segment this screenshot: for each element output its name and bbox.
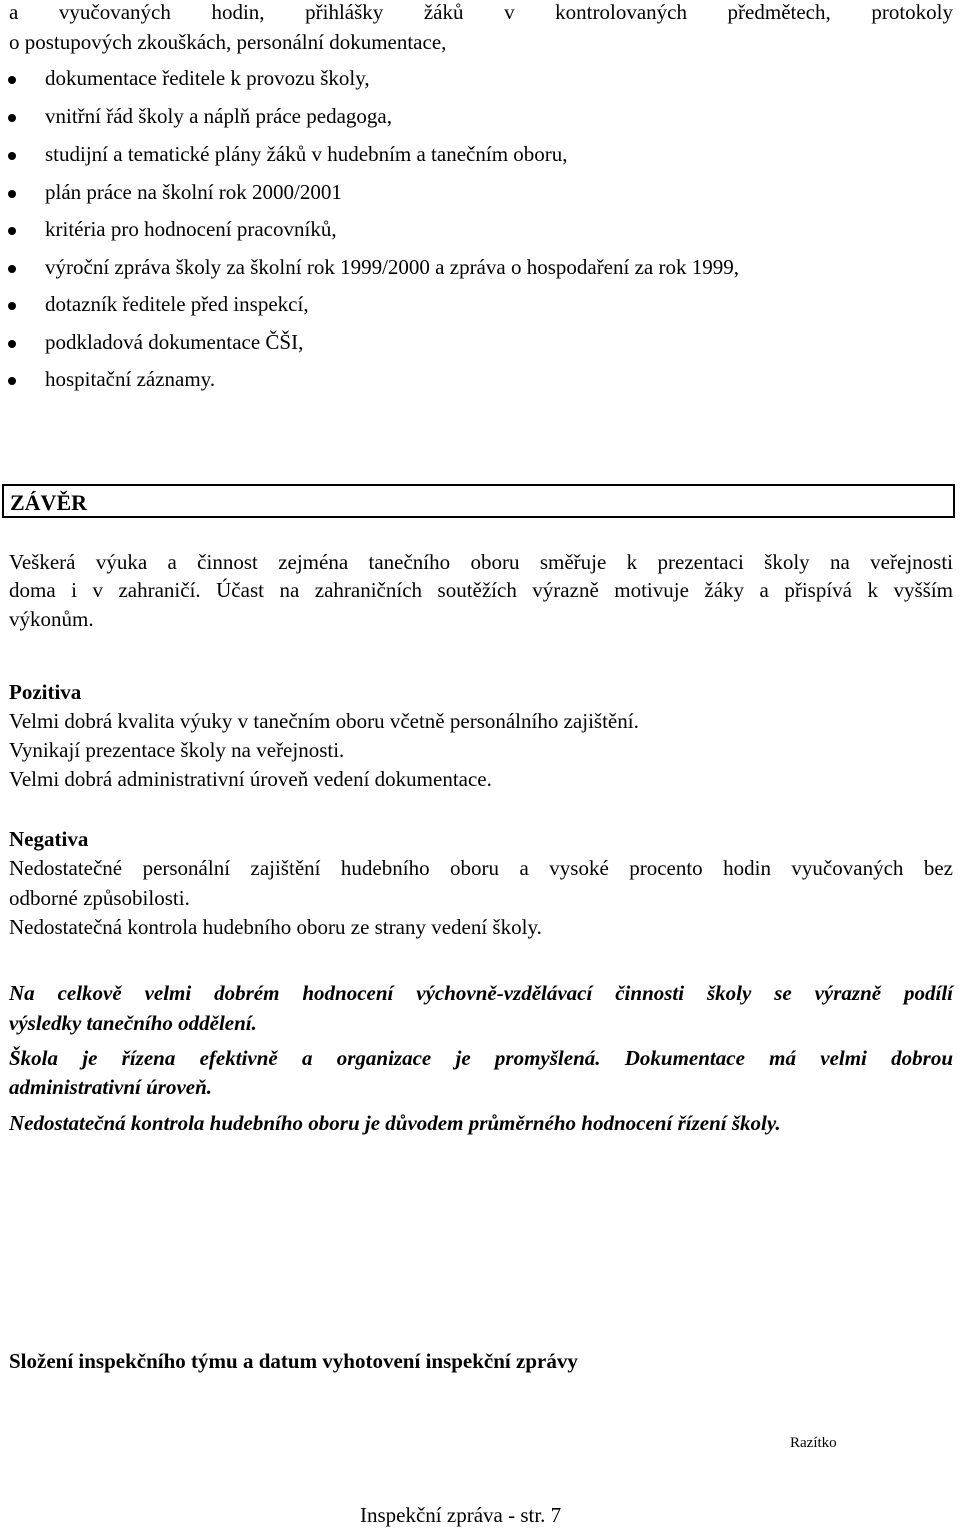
- summary-line-4: administrativní úroveň.: [9, 1075, 213, 1099]
- bullet-icon: [8, 152, 16, 160]
- bullet-icon: [8, 76, 16, 84]
- zaver-line-1: Veškerá výuka a činnost zejména tanečního oboru směřuje k prezentaci školy na veřejnosti: [9, 550, 953, 574]
- intro-line-2: o postupových zkouškách, personální dokumentace,: [9, 30, 447, 54]
- zaver-line-2: doma i v zahraničí. Účast na zahraničních soutěžích výrazně motivuje žáky a přispívá k vyšším: [9, 578, 953, 602]
- intro-line-1: a vyučovaných hodin, přihlášky žáků v kontrolovaných předmětech, protokoly: [9, 0, 953, 24]
- negativa-line-1: Nedostatečné personální zajištění hudebního oboru a vysoké procento hodin vyučovaných bez: [9, 856, 953, 880]
- pozitiva-heading: Pozitiva: [9, 680, 82, 704]
- bullet-icon: [8, 340, 16, 348]
- list-item-text: podkladová dokumentace ČŠI,: [45, 330, 304, 354]
- pozitiva-item: Velmi dobrá administrativní úroveň vedení dokumentace.: [9, 767, 492, 791]
- section-heading-box: [2, 484, 955, 518]
- negativa-line-3: Nedostatečná kontrola hudebního oboru ze strany vedení školy.: [9, 915, 542, 939]
- summary-line-5: Nedostatečná kontrola hudebního oboru je důvodem průměrného hodnocení řízení školy.: [9, 1111, 781, 1135]
- bullet-icon: [8, 377, 16, 385]
- pozitiva-item: Velmi dobrá kvalita výuky v tanečním oboru včetně personálního zajištění.: [9, 709, 639, 733]
- summary-line-3: Škola je řízena efektivně a organizace je promyšlená. Dokumentace má velmi dobrou: [9, 1046, 953, 1070]
- list-item-text: kritéria pro hodnocení pracovníků,: [45, 217, 337, 241]
- list-item-text: vnitřní řád školy a náplň práce pedagoga,: [45, 104, 392, 128]
- zaver-line-3: výkonům.: [9, 607, 94, 631]
- list-item-text: studijní a tematické plány žáků v hudebním a tanečním oboru,: [45, 142, 568, 166]
- bullet-icon: [8, 265, 16, 273]
- stamp-label: Razítko: [790, 1435, 837, 1451]
- list-item-text: dokumentace ředitele k provozu školy,: [45, 66, 370, 90]
- pozitiva-item: Vynikají prezentace školy na veřejnosti.: [9, 738, 345, 762]
- negativa-line-2: odborné způsobilosti.: [9, 886, 190, 910]
- page-footer: Inspekční zpráva - str. 7: [360, 1503, 562, 1527]
- summary-line-1: Na celkově velmi dobrém hodnocení výchovně-vzdělávací činnosti školy se výrazně podílí: [9, 981, 953, 1005]
- bullet-icon: [8, 227, 16, 235]
- bullet-icon: [8, 114, 16, 122]
- bullet-icon: [8, 190, 16, 198]
- list-item-text: výroční zpráva školy za školní rok 1999/2000 a zpráva o hospodaření za rok 1999,: [45, 255, 739, 279]
- list-item-text: hospitační záznamy.: [45, 367, 216, 391]
- list-item-text: plán práce na školní rok 2000/2001: [45, 180, 342, 204]
- team-heading: Složení inspekčního týmu a datum vyhotovení inspekční zprávy: [9, 1349, 578, 1373]
- bullet-icon: [8, 302, 16, 310]
- summary-line-2: výsledky tanečního oddělení.: [9, 1011, 257, 1035]
- list-item-text: dotazník ředitele před inspekcí,: [45, 292, 309, 316]
- zaver-heading: ZÁVĚR: [10, 490, 88, 515]
- negativa-heading: Negativa: [9, 827, 89, 851]
